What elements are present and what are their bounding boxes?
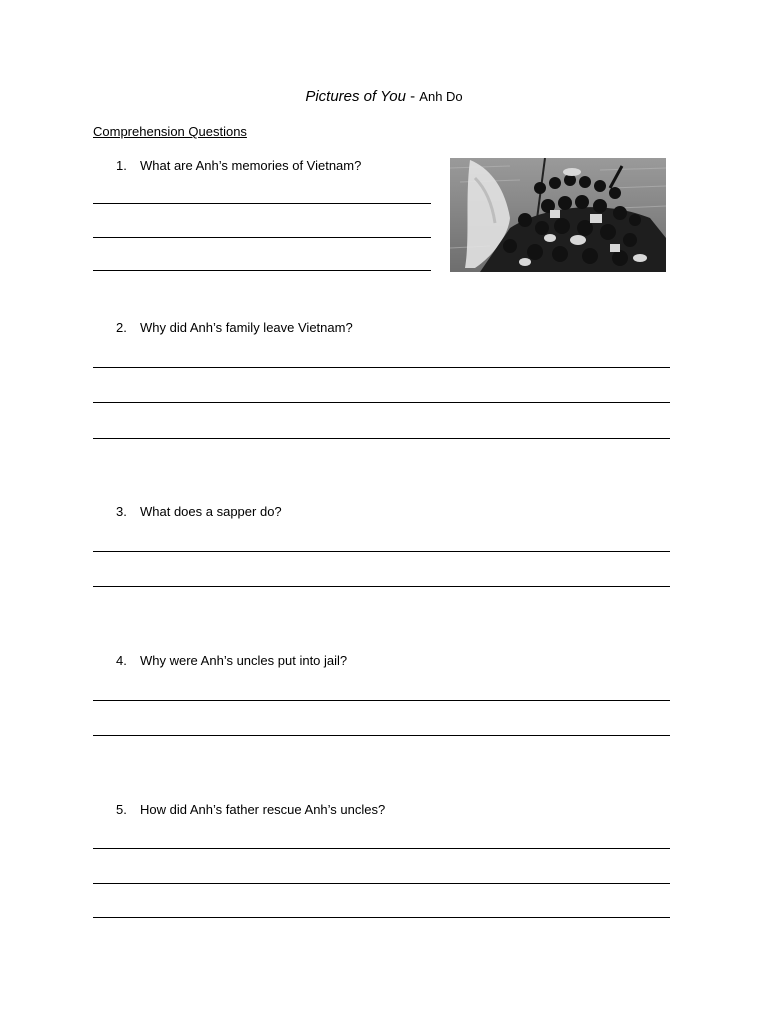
answer-line[interactable] xyxy=(93,848,670,849)
question-text: What are Anh’s memories of Vietnam? xyxy=(140,158,362,173)
question-3 xyxy=(116,504,282,519)
answer-line[interactable] xyxy=(93,735,670,736)
question-text: What does a sapper do? xyxy=(140,504,282,519)
answer-line[interactable] xyxy=(93,917,670,918)
answer-line[interactable] xyxy=(93,438,670,439)
question-number: 1. xyxy=(116,158,127,173)
refugee-boat-photo xyxy=(450,158,666,272)
answer-line[interactable] xyxy=(93,586,670,587)
question-text: How did Anh’s father rescue Anh’s uncles? xyxy=(140,802,386,817)
page-title xyxy=(0,88,768,105)
section-heading: Comprehension Questions xyxy=(93,124,247,139)
title-separator: - xyxy=(405,88,420,105)
question-number: 4. xyxy=(116,653,127,668)
answer-line[interactable] xyxy=(93,203,431,204)
question-text: Why did Anh’s family leave Vietnam? xyxy=(140,320,353,335)
answer-line[interactable] xyxy=(93,551,670,552)
answer-line[interactable] xyxy=(93,367,670,368)
answer-line[interactable] xyxy=(93,402,670,403)
question-number: 2. xyxy=(116,320,127,335)
answer-line[interactable] xyxy=(93,883,670,884)
answer-line[interactable] xyxy=(93,237,431,238)
question-2 xyxy=(116,320,353,335)
answer-line[interactable] xyxy=(93,700,670,701)
book-title: Pictures of You xyxy=(305,88,406,105)
question-text: Why were Anh’s uncles put into jail? xyxy=(140,653,348,668)
question-4 xyxy=(116,653,347,668)
question-number: 3. xyxy=(116,504,127,519)
question-1 xyxy=(116,158,361,173)
question-number: 5. xyxy=(116,802,127,817)
question-5 xyxy=(116,802,385,817)
author-name: Anh Do xyxy=(419,89,463,104)
answer-line[interactable] xyxy=(93,270,431,271)
